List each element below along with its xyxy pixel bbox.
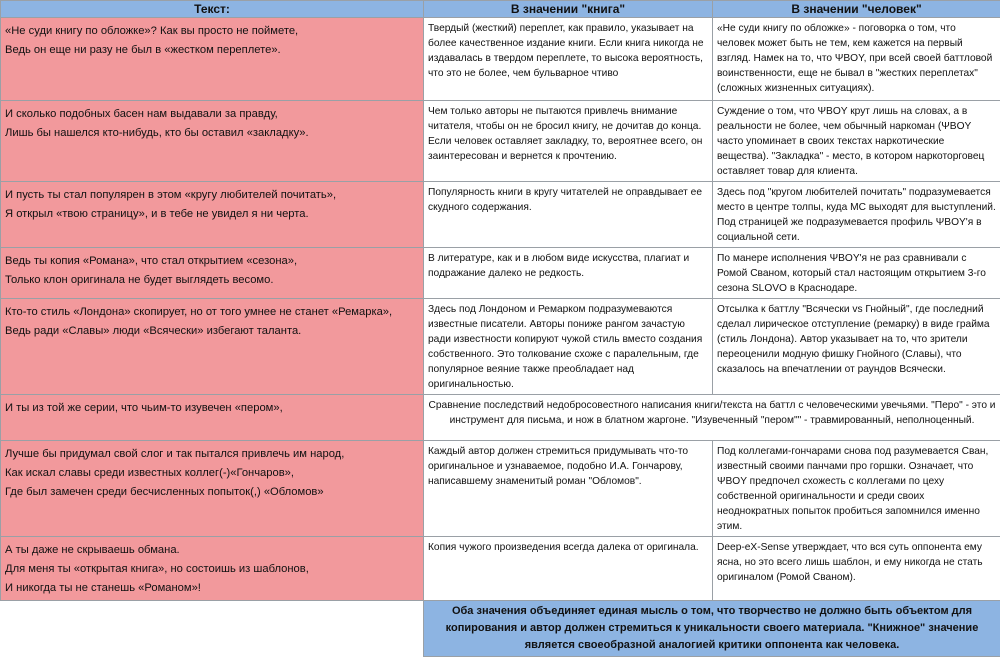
book-meaning-cell: В литературе, как и в любом виде искусства, плагиат и подражание далеко не редкость. <box>424 248 713 299</box>
lyrics-cell <box>1 395 424 441</box>
lyric-line: Кто-то стиль «Лондона» скопирует, но от того умнее не станет «Ремарка», <box>5 303 419 322</box>
table-row <box>1 299 1000 395</box>
person-meaning-cell: Суждение о том, что ΨBOY крут лишь на словах, а в реальности не более, чем обычный наркоман (ΨBOY часто упоминает в своих текстах наркотические вещества). "Закладка" - место, в котором наркоторговец оставляет товар для клиента. <box>713 101 1000 182</box>
merged-meaning-cell: Сравнение последствий недобросовестного написания книги/текста на баттл с человеческими увечьями. "Перо" - это и инструмент для письма, и нож в блатном жаргоне. "Изувеченный "пером"" - травмированный, неполноценный. <box>424 395 1000 441</box>
person-meaning-cell: Deep-eX-Sense утверждает, что вся суть оппонента ему ясна, но это всего лишь шаблон, и ему никогда не стать оригиналом (Ромой Сваном). <box>713 537 1000 601</box>
lyric-line: Ведь он еще ни разу не был в «жестком переплете». <box>5 41 419 60</box>
lyric-line: Как искал славы среди известных коллег(-)«Гончаров», <box>5 464 419 483</box>
lyric-line: И пусть ты стал популярен в этом «кругу любителей почитать», <box>5 186 419 205</box>
person-meaning-cell: Здесь под "кругом любителей почитать" подразумевается место в центре толпы, куда МС выходят для выступлений. Под страницей же подразумевается профиль ΨBOY'я в социальной сети. <box>713 182 1000 248</box>
book-meaning-cell: Чем только авторы не пытаются привлечь внимание читателя, чтобы он не бросил книгу, не дочитав до конца. Если человек оставляет закладку, то, вероятнее всего, он заинтересован и вернется к прочтению. <box>424 101 713 182</box>
lyric-line: А ты даже не скрываешь обмана. <box>5 541 419 560</box>
lyrics-cell <box>1 299 424 395</box>
table-row <box>1 101 1000 182</box>
table-row <box>1 18 1000 101</box>
book-meaning-cell: Копия чужого произведения всегда далека от оригинала. <box>424 537 713 601</box>
lyric-line: Только клон оригинала не будет выглядеть весомо. <box>5 271 419 290</box>
lyric-line: И никогда ты не станешь «Романом»! <box>5 579 419 598</box>
lyrics-cell <box>1 248 424 299</box>
table-row <box>1 395 1000 441</box>
lyrics-cell <box>1 537 424 601</box>
header-row <box>1 1 1000 18</box>
person-meaning-cell: «Не суди книгу по обложке» - поговорка о том, что человек может быть не тем, кем кажется на первый взгляд. Намек на то, что ΨBOY, при всей своей баттловой воинственности, еще не бывал в "жестких переплетах" (сложных жизненных ситуациях). <box>713 18 1000 101</box>
summary-cell: Оба значения объединяет единая мысль о том, что творчество не должно быть объектом для копирования и автор должен стремиться к уникальности своего материала. "Книжное" значение является своеобразной аналогией критики оппонента как человека. <box>424 601 1000 657</box>
book-meaning-cell: Популярность книги в кругу читателей не оправдывает ее скудного содержания. <box>424 182 713 248</box>
lyric-line: Лишь бы нашелся кто-нибудь, кто бы оставил «закладку». <box>5 124 419 143</box>
person-meaning-cell: Под коллегами-гончарами снова под разумевается Сван, известный своими панчами про горшки. Означает, что ΨBOY предпочел схожесть с коллегами по цеху собственной оригинальности и среди своих неоднократных попыток пробиться запомнился именно этим. <box>713 441 1000 537</box>
lyrics-cell <box>1 441 424 537</box>
table-row <box>1 441 1000 537</box>
header-person-meaning: В значении "человек" <box>713 1 1000 18</box>
lyric-line: «Не суди книгу по обложке»? Как вы просто не поймете, <box>5 22 419 41</box>
table-row <box>1 248 1000 299</box>
lyric-line: И сколько подобных басен нам выдавали за правду, <box>5 105 419 124</box>
lyric-line: Ведь ради «Славы» люди «Всячески» избегают таланта. <box>5 322 419 341</box>
lyrics-cell <box>1 18 424 101</box>
lyric-line: Для меня ты «открытая книга», но состоишь из шаблонов, <box>5 560 419 579</box>
book-meaning-cell: Здесь под Лондоном и Ремарком подразумеваются известные писатели. Авторы пониже рангом зачастую ради известности копируют чужой стиль вместо создания собственного. Это толкование схоже с паралельным, где популярное веяние также преобладает над оригинальностью. <box>424 299 713 395</box>
book-meaning-cell: Каждый автор должен стремиться придумывать что-то оригинальное и узнаваемое, подобно И.А. Гончарову, написавшему знаменитый роман "Обломов". <box>424 441 713 537</box>
book-meaning-cell: Твердый (жесткий) переплет, как правило, указывает на более качественное издание книги. Если книга никогда не издавалась в твердом переплете, то высока вероятность, что это не более, чем бульварное чтиво <box>424 18 713 101</box>
header-text: Текст: <box>1 1 424 18</box>
person-meaning-cell: Отсылка к баттлу "Всячески vs Гнойный", где последний сделал лирическое отступление (ремарку) в виде грайма (стиль Лондона). Автор указывает на то, что зрители переоценили модную фишку Гнойного (Славы), что сказалось на впечатлении от раундов Всячески. <box>713 299 1000 395</box>
table-row <box>1 182 1000 248</box>
lyric-line: Ведь ты копия «Романа», что стал открытием «сезона», <box>5 252 419 271</box>
table-row <box>1 537 1000 601</box>
lyric-line: Лучше бы придумал свой слог и так пытался привлечь им народ, <box>5 445 419 464</box>
lyric-line: И ты из той же серии, что чьим-то изувечен «пером», <box>5 399 419 418</box>
lyrics-cell <box>1 101 424 182</box>
lyrics-cell <box>1 182 424 248</box>
summary-row <box>1 601 1000 657</box>
lyric-line: Где был замечен среди бесчисленных попыток(,) «Обломов» <box>5 483 419 502</box>
lyric-line: Я открыл «твою страницу», и в тебе не увидел я ни черта. <box>5 205 419 224</box>
empty-cell <box>1 601 424 657</box>
person-meaning-cell: По манере исполнения ΨBOY'я не раз сравнивали с Ромой Сваном, который стал настоящим открытием 3-го сезона SLOVO в Краснодаре. <box>713 248 1000 299</box>
header-book-meaning: В значении "книга" <box>424 1 713 18</box>
